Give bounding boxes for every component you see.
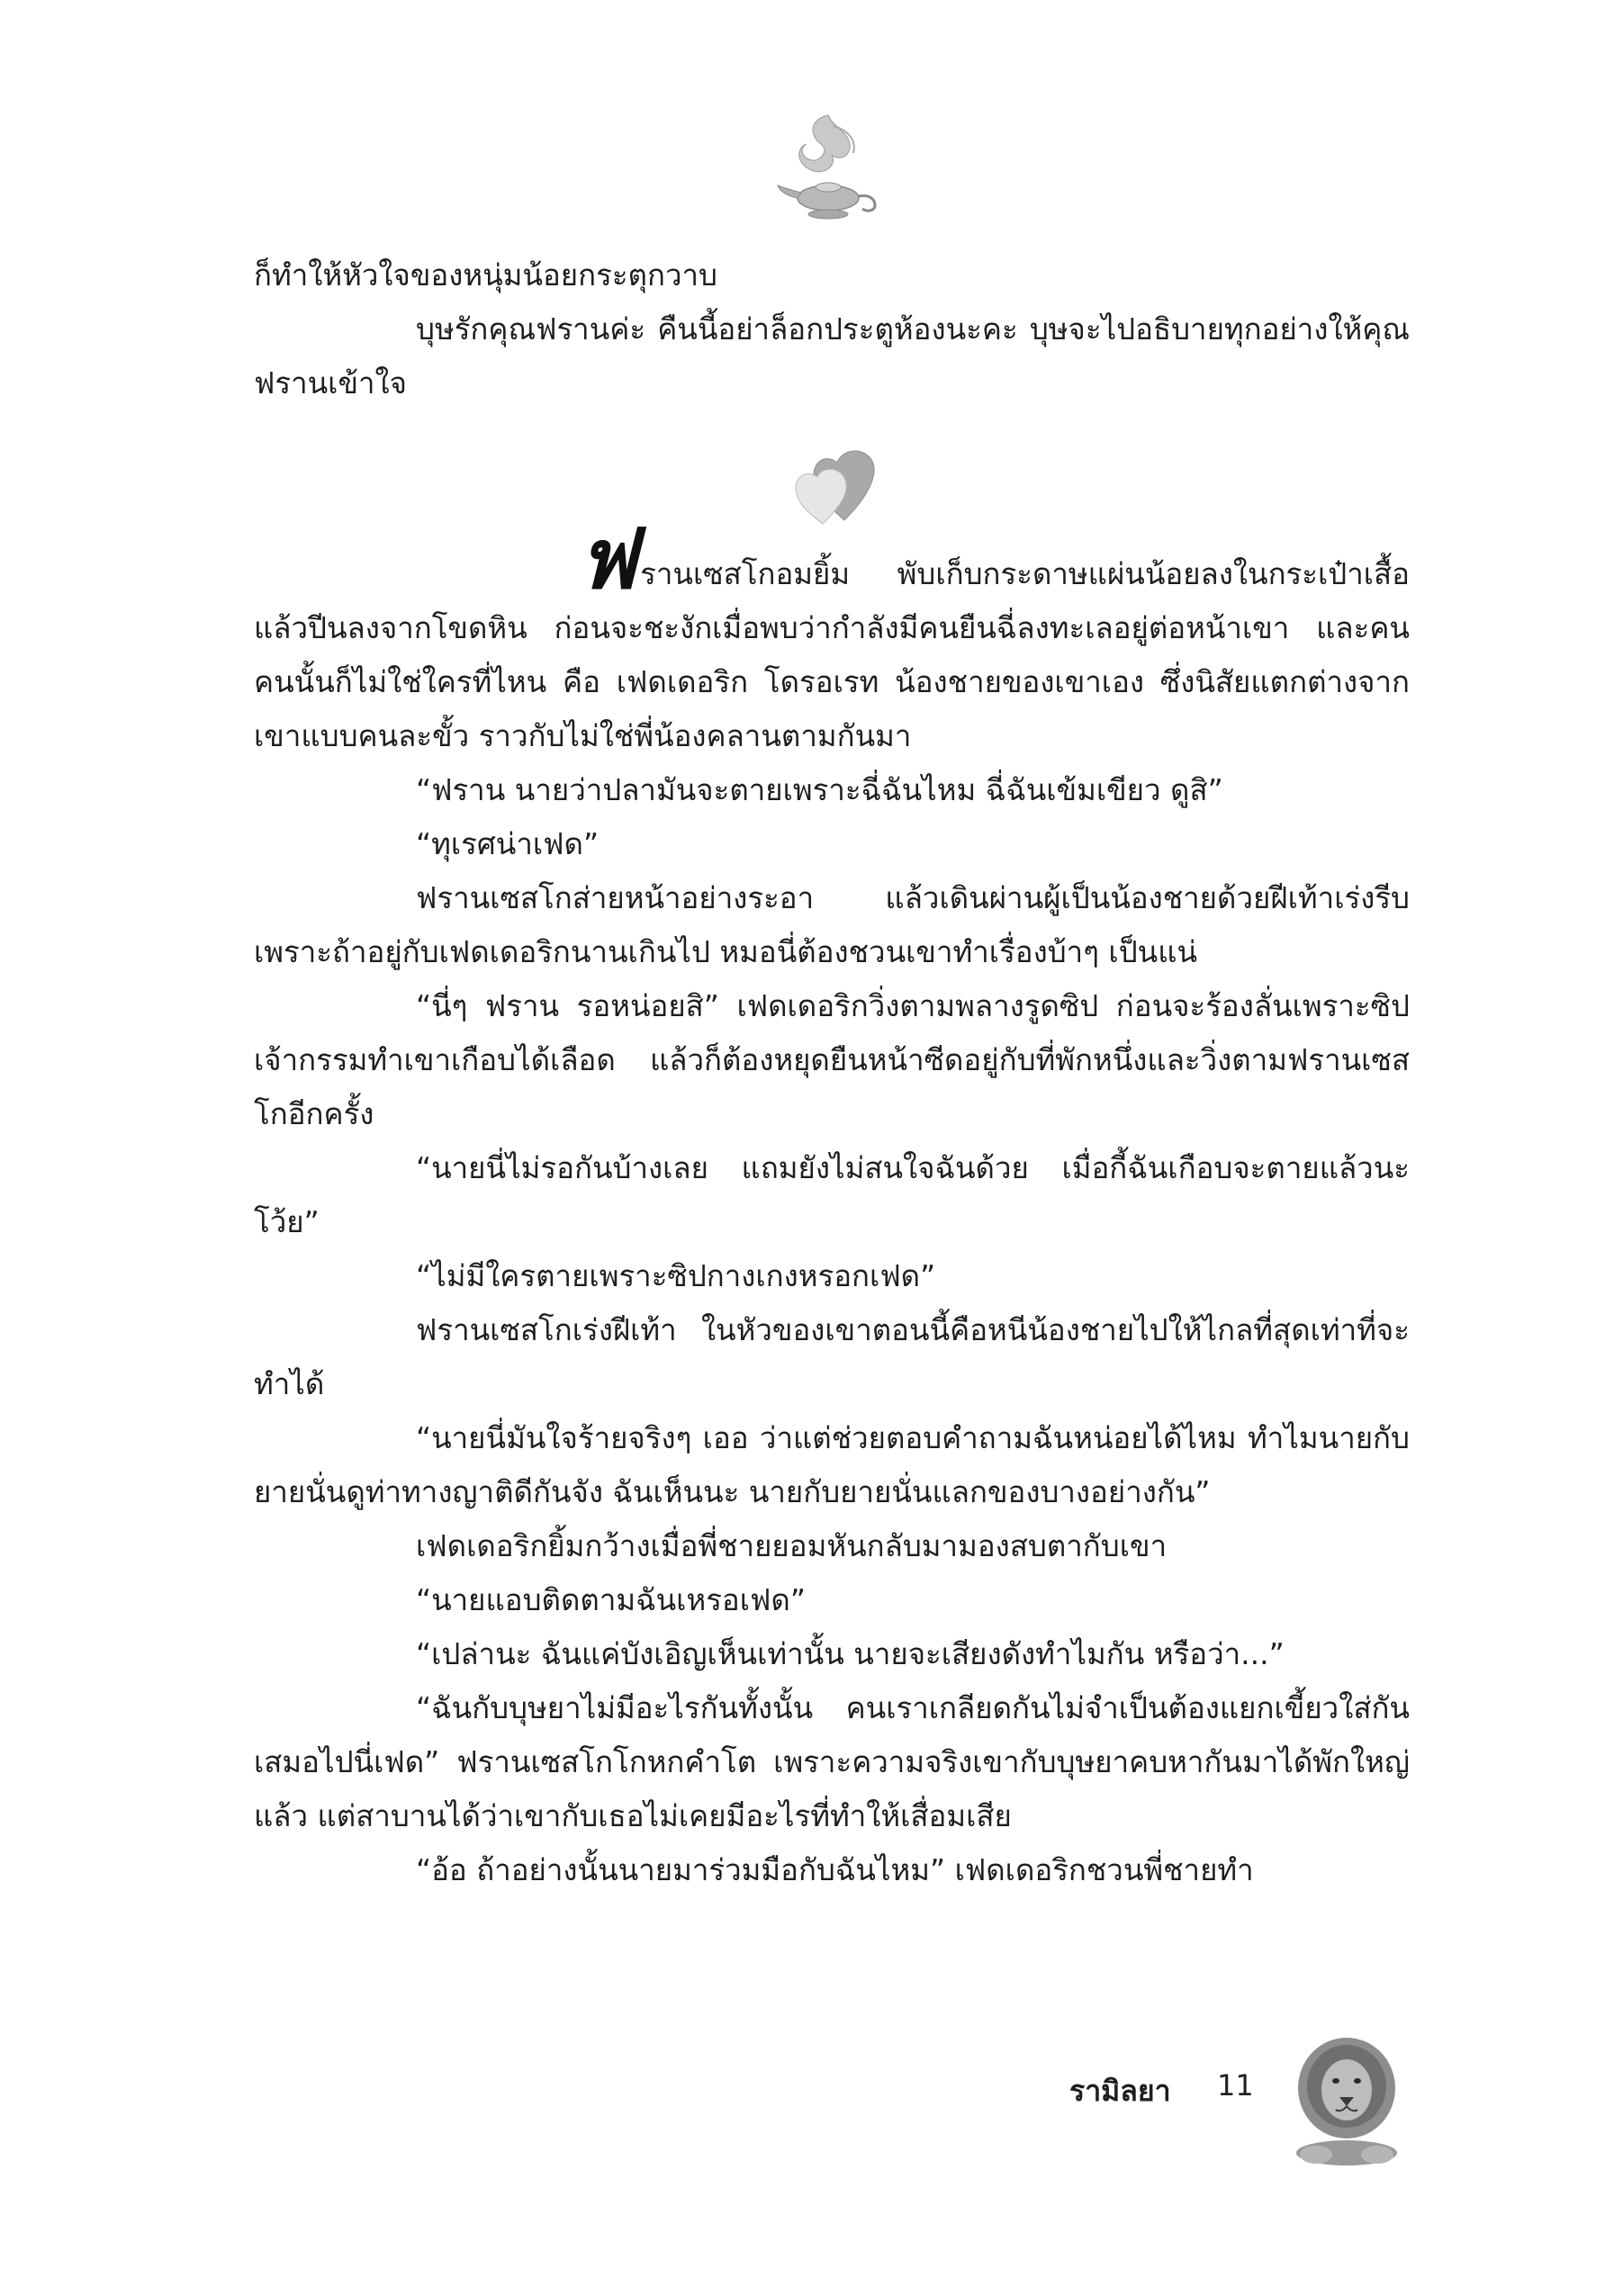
page-number: 11 [1217,2068,1254,2102]
dropcap-paragraph [254,511,1410,763]
genie-lamp-icon [774,108,882,225]
paragraph: “ฟราน นายว่าปลามันจะตายเพราะฉี่ฉันไหม ฉี่ฉันเข้มเขียว ดูสิ” [416,772,1223,807]
paragraph: “อ้อ ถ้าอย่างนั้นนายมาร่วมมือกับฉันไหม” เฟดเดอริกชวนพี่ชายทำ [416,1852,1254,1887]
paragraph: “นายนี่มันใจร้ายจริงๆ เออ ว่าแต่ช่วยตอบคำถามฉันหน่อยได้ไหม ทำไมนายกับยายนั่นดูท่าทางญาติดีกันจัง ฉันเห็นนะ นายกับยายนั่นแลกของบางอย่างกัน” [254,1420,1410,1509]
paragraph: บุษรักคุณฟรานค่ะ คืนนี้อย่าล็อกประตูห้องนะคะ บุษจะไปอธิบายทุกอย่างให้คุณฟรานเข้าใจ [254,311,1410,401]
paragraph: ก็ทำให้หัวใจของหนุ่มน้อยกระตุกวาบ [254,257,717,293]
lion-icon [1289,2032,1404,2167]
paragraph: “นายแอบติดตามฉันเหรอเฟด” [416,1582,806,1617]
paragraph: “ทุเรศน่าเฟด” [416,826,600,861]
paragraph: ฟรานเซสโกเร่งฝีเท้า ในหัวของเขาตอนนี้คือหนีน้องชายไปให้ไกลที่สุดเท่าที่จะทำได้ [254,1312,1410,1401]
paragraph: “เปล่านะ ฉันแค่บังเอิญเห็นเท่านั้น นายจะเสียงดังทำไมกัน หรือว่า...” [416,1636,1285,1671]
paragraph: ฟรานเซสโกส่ายหน้าอย่างระอา แล้วเดินผ่านผู้เป็นน้องชายด้วยฝีเท้าเร่งรีบ เพราะถ้าอยู่กับเฟดเดอริกนานเกินไป หมอนี่ต้องชวนเขาทำเรื่องบ้าๆ เป็นแน่ [254,880,1410,969]
paragraph: “นายนี่ไม่รอกันบ้างเลย แถมยังไม่สนใจฉันด้วย เมื่อกี้ฉันเกือบจะตายแล้วนะโว้ย” [254,1150,1410,1239]
text-block-top [254,248,1410,410]
drop-cap-letter: ฟ [578,511,637,608]
paragraph: “ไม่มีใครตายเพราะซิปกางเกงหรอกเฟด” [416,1258,936,1293]
dropcap-paragraph-text: รานเซสโกอมยิ้ม พับเก็บกระดาษแผ่นน้อยลงในกระเป๋าเสื้อ แล้วปีนลงจากโขดหิน ก่อนจะชะงักเมื่อพบว่ากำลังมีคนยืนฉี่ลงทะเลอยู่ต่อหน้าเขา และคนคนนั้นก็ไม่ใช่ใครที่ไหน คือ เฟดเดอริก โดรอเรท น้องชายของเขาเอง ซึ่งนิสัยแตกต่างจากเขาแบบคนละขั้ว ราวกับไม่ใช่พี่น้องคลานตามกันมา [254,556,1410,753]
text-block-main [254,511,1410,1897]
hearts-icon [781,439,889,529]
paragraph: เฟดเดอริกยิ้มกว้างเมื่อพี่ชายยอมหันกลับมามองสบตากับเขา [416,1528,1168,1563]
paragraph: “ฉันกับบุษยาไม่มีอะไรกันทั้งนั้น คนเราเกลียดกันไม่จำเป็นต้องแยกเขี้ยวใส่กันเสมอไปนี่เฟด” ฟรานเซสโกโกหกคำโต เพราะความจริงเขากับบุษยาคบหากันมาได้พักใหญ่แล้ว แต่สาบานได้ว่าเขากับเธอไม่เคยมีอะไรที่ทำให้เสื่อมเสีย [254,1690,1410,1833]
running-footer-title: รามิลยา [1069,2074,1171,2108]
paragraph: “นี่ๆ ฟราน รอหน่อยสิ” เฟดเดอริกวิ่งตามพลางรูดซิป ก่อนจะร้องลั่นเพราะซิปเจ้ากรรมทำเขาเกือบได้เลือด แล้วก็ต้องหยุดยืนหน้าซีดอยู่กับที่พักหนึ่งและวิ่งตามฟรานเซสโกอีกครั้ง [254,988,1410,1131]
